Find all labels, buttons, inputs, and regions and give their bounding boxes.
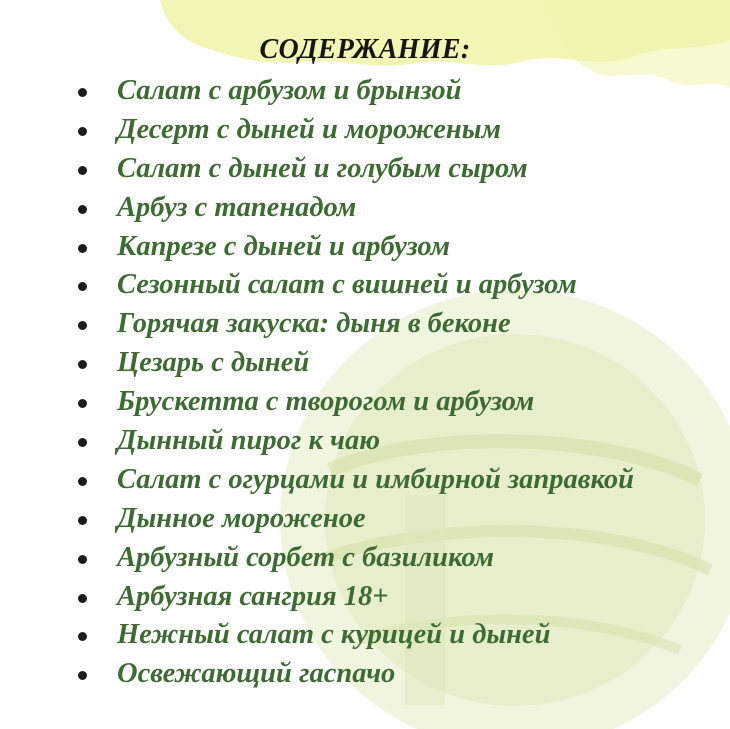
list-item-text: Освежающий гаспачо (117, 658, 396, 690)
list-item-text: Салат с дыней и голубым сыром (117, 152, 528, 184)
list-item (0, 305, 730, 344)
list-item (0, 578, 730, 617)
list-item (0, 72, 730, 111)
list-item-text: Салат с арбузом и брынзой (117, 75, 462, 106)
list-item (0, 111, 730, 150)
bullet-icon (78, 632, 87, 641)
list-item-text: Салат с огурцами и имбирной заправкой (117, 463, 634, 495)
contents-list (0, 72, 730, 694)
list-item (0, 422, 730, 461)
list-item (0, 228, 730, 267)
bullet-icon (78, 321, 87, 330)
list-item (0, 500, 730, 539)
list-item (0, 616, 730, 655)
list-item-text: Дынный пирог к чаю (117, 425, 381, 457)
bullet-icon (78, 205, 87, 214)
list-item-text: Брускетта с творогом и арбузом (117, 386, 535, 418)
bullet-icon (78, 88, 87, 97)
list-item (0, 344, 730, 383)
page-title: СОДЕРЖАНИЕ: (259, 34, 471, 65)
bullet-icon (78, 360, 87, 369)
bullet-icon (78, 555, 87, 564)
list-item-text: Горячая закуска: дыня в беконе (117, 308, 511, 340)
bullet-icon (78, 399, 87, 408)
list-item-text: Цезарь с дыней (117, 347, 310, 379)
list-item-text: Дынное мороженое (117, 502, 366, 534)
bullet-icon (78, 282, 87, 291)
list-item-text: Нежный салат с курицей и дыней (117, 619, 551, 651)
list-item-text: Арбузный сорбет с базиликом (117, 541, 495, 573)
bullet-icon (78, 671, 87, 680)
list-item (0, 266, 730, 305)
bullet-icon (78, 594, 87, 603)
list-item (0, 655, 730, 694)
list-item (0, 189, 730, 228)
bullet-icon (78, 166, 87, 175)
bullet-icon (78, 477, 87, 486)
list-item (0, 383, 730, 422)
bullet-icon (78, 127, 87, 136)
list-item (0, 461, 730, 500)
list-item-text: Капрезе с дыней и арбузом (117, 230, 451, 262)
bullet-icon (78, 438, 87, 447)
list-item-text: Сезонный салат с вишней и арбузом (117, 269, 577, 301)
bullet-icon (78, 516, 87, 525)
list-item-text: Десерт с дыней и мороженым (117, 113, 502, 145)
bullet-icon (78, 244, 87, 253)
list-item-text: Арбузная сангрия 18+ (117, 580, 389, 612)
list-item (0, 539, 730, 578)
list-item (0, 150, 730, 189)
list-item-text: Арбуз с тапенадом (117, 191, 357, 223)
